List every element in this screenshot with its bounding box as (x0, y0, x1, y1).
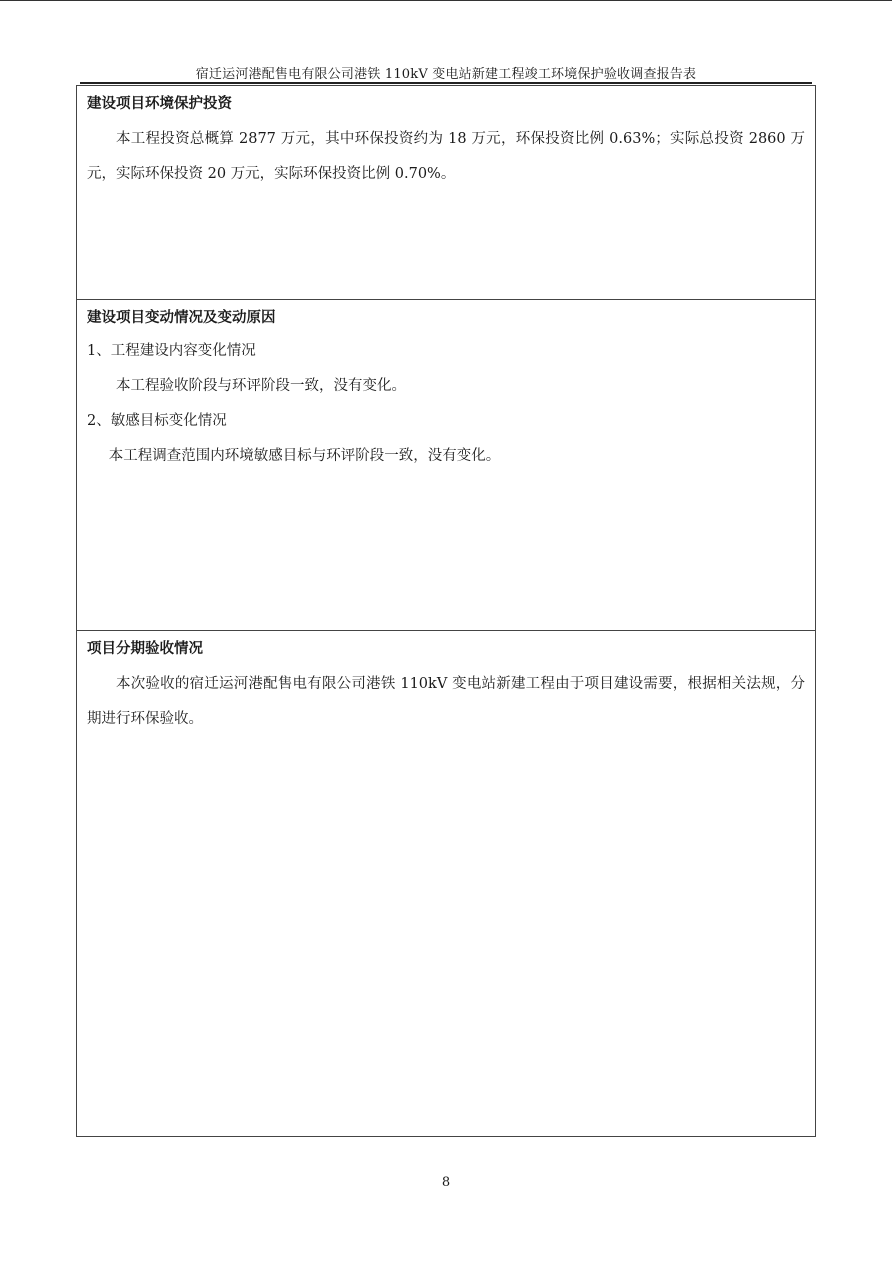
section-phased-acceptance (77, 630, 815, 1136)
section-project-changes (77, 299, 815, 630)
report-table (76, 85, 816, 1137)
section-title: 建设项目变动情况及变动原因 (87, 309, 276, 326)
header-rule (80, 82, 812, 84)
page-top-border (0, 0, 892, 1)
subsection-text: 本工程调查范围内环境敏感目标与环评阶段一致，没有变化。 (108, 448, 501, 464)
subsection-heading: 2、敏感目标变化情况 (87, 413, 227, 429)
section-paragraph: 本工程投资总概算 2877 万元，其中环保投资约为 18 万元，环保投资比例 0.63%；实际总投资 2860 万元，实际环保投资 20 万元，实际环保投资比例 0.70%。 (87, 131, 805, 182)
subsection-heading: 1、工程建设内容变化情况 (87, 343, 256, 359)
section-title: 建设项目环境保护投资 (87, 95, 232, 112)
section-environmental-investment (77, 86, 815, 299)
subsection-text: 本工程验收阶段与环评阶段一致，没有变化。 (116, 378, 406, 394)
document-header: 宿迁运河港配售电有限公司港铁 110kV 变电站新建工程竣工环境保护验收调查报告表 (195, 67, 697, 82)
page-number: 8 (441, 1175, 451, 1190)
section-title: 项目分期验收情况 (87, 640, 203, 657)
section-paragraph: 本次验收的宿迁运河港配售电有限公司港铁 110kV 变电站新建工程由于项目建设需要，根据相关法规，分期进行环保验收。 (87, 676, 805, 727)
